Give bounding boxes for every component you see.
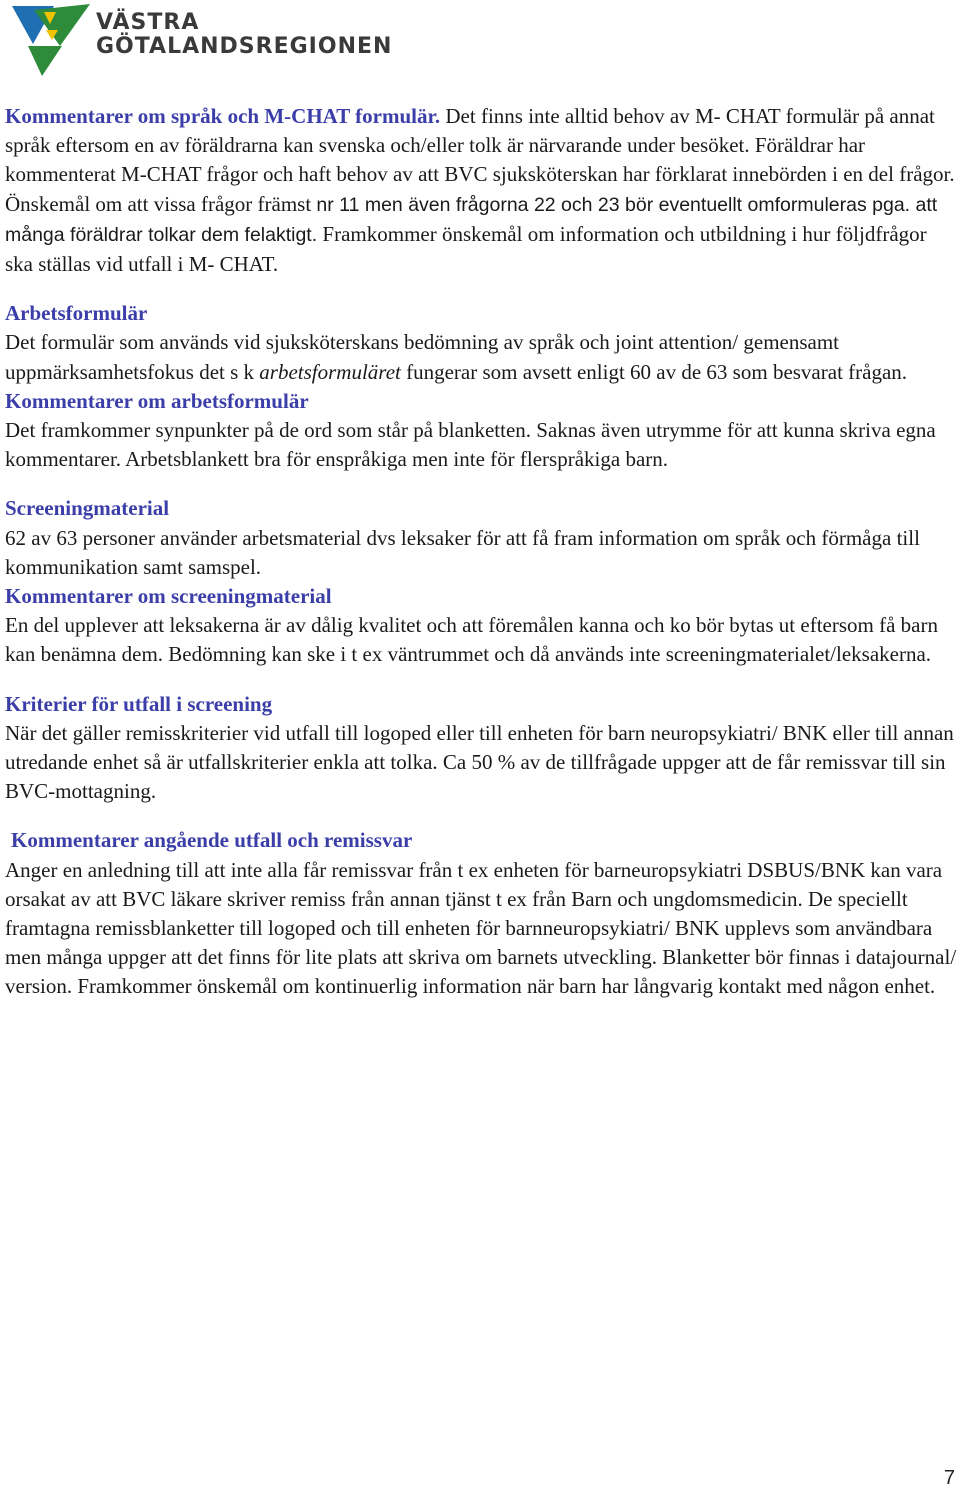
- screening-text: 62 av 63 personer använder arbetsmaterial dvs leksaker för att få fram information om språk och förmåga till kommunikation samt samspel.: [5, 525, 920, 579]
- remissvar-heading: Kommentarer angående utfall och remissvar: [11, 828, 413, 853]
- kriterier-text: När det gäller remisskriterier vid utfall till logoped eller till enheten för barn neuropsykiatri/ BNK eller till annan utredande enhet så är utfallskriterier enkla att tolka. Ca 50 % av de tillfrågade uppger att de får remissvar till sin BVC-mottagning.: [5, 720, 954, 804]
- arbetsformular-text-before: Det formulär som används vid sjuksköterskans bedömning av språk och joint attention/ gemensamt uppmärksamhetsfokus det s k: [5, 330, 840, 384]
- mchat-text-tail: Framkommer önskemål om information och utbildning i hur följdfrågor ska ställas vid utfall i M- CHAT.: [5, 221, 927, 277]
- screening-heading: Screeningmaterial: [5, 496, 170, 521]
- arbetsformular-text: [5, 328, 957, 386]
- arbetsformular-comment-heading: Kommentarer om arbetsformulär: [5, 388, 309, 413]
- arbetsformular-term: arbetsformuläret: [259, 359, 401, 384]
- mchat-paragraph: [5, 102, 957, 279]
- screening-comment-text: En del upplever att leksakerna är av dålig kvalitet och att föremålen kanna och ko bör bytas ut eftersom få barn kan benämna dem. Bedömning kan ske i t ex väntrummet och då används inte screeningmaterialet/leksakerna.: [5, 613, 938, 667]
- logo-line-1: VÄSTRA: [96, 10, 200, 35]
- document-body: [5, 102, 957, 1002]
- region-emblem-icon: [4, 0, 94, 78]
- mchat-text-sans: nr 11 men även frågorna 22 och 23 bör eventuellt omformuleras pga. att många föräldrar tolkar dem felaktigt.: [5, 193, 938, 246]
- logo-line-2: GÖTALANDSREGIONEN: [96, 34, 393, 59]
- page-number: 7: [943, 1467, 955, 1489]
- kriterier-heading: Kriterier för utfall i screening: [5, 691, 273, 716]
- remissvar-text: Anger en anledning till att inte alla får remissvar från t ex enheten för barneuropsykiatri DSBUS/BNK kan vara orsakat av att BVC läkare skriver remiss från annan tjänst t ex från Barn och ungdomsmedicin. De speciellt framtagna remissblanketter till logoped och till enheten för barnneuropsykiatri/ BNK upplevs som användbara men många uppger att det finns för lite plats att skriva om barnets utveckling. Blanketter bör finnas i datajournal/ version. Framkommer önskemål om kontinuerlig information när barn har långvarig kontakt med någon enhet.: [5, 857, 957, 999]
- screening-comment-heading: Kommentarer om screeningmaterial: [5, 584, 332, 609]
- arbetsformular-text-after: fungerar som avsett enligt 60 av de 63 som besvarat frågan.: [406, 359, 908, 384]
- vastra-gotalandsregionen-logo: [4, 0, 393, 78]
- mchat-text: Det finns inte alltid behov av M- CHAT formulär på annat språk eftersom en av föräldrarna kan svenska och/eller tolk är närvarande under besöket. Föräldrar har kommenterat M-CHAT frågor och haft behov av att BVC sjuksköterskan har förklarat innebörden i en del frågor. Önskemål om att vissa frågor främst: [5, 104, 955, 216]
- mchat-heading: Kommentarer om språk och M-CHAT formulär.: [5, 104, 441, 128]
- arbetsformular-heading: Arbetsformulär: [5, 301, 148, 326]
- arbetsformular-comment-text: Det framkommer synpunkter på de ord som står på blanketten. Saknas även utrymme för att kunna skriva egna kommentarer. Arbetsblankett bra för enspråkiga men inte för flerspråkiga barn.: [5, 418, 936, 472]
